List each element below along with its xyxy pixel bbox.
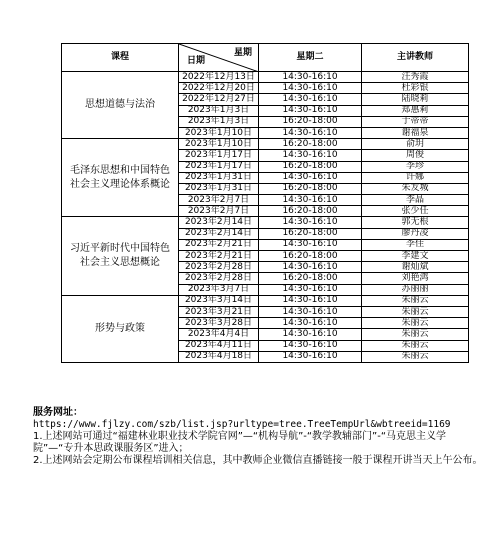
date-cell: 2023年1月31日 [179, 183, 259, 194]
teacher-cell: 朱丽云 [362, 340, 469, 351]
time-cell: 14:30-16:10 [259, 239, 362, 250]
teacher-cell: 廖丹凌 [362, 228, 469, 239]
date-cell: 2022年12月13日 [179, 72, 259, 83]
time-cell: 14:30-16:10 [259, 150, 362, 161]
teacher-cell: 陆晓莉 [362, 94, 469, 105]
course-name: 形势与政策 [62, 295, 179, 362]
time-cell: 16:20-18:00 [259, 273, 362, 284]
header-week-label: 星期 [233, 48, 252, 58]
teacher-cell: 刘艳鸿 [362, 273, 469, 284]
time-cell: 14:30-16:10 [259, 94, 362, 105]
time-cell: 14:30-16:10 [259, 72, 362, 83]
date-cell: 2023年3月28日 [179, 318, 259, 329]
teacher-cell: 张少任 [362, 206, 469, 217]
date-cell: 2023年2月21日 [179, 239, 259, 250]
teacher-cell: 于蒂蒂 [362, 116, 469, 127]
time-cell: 16:20-18:00 [259, 228, 362, 239]
teacher-cell: 汪秀霞 [362, 72, 469, 83]
date-cell: 2023年2月14日 [179, 228, 259, 239]
teacher-cell: 郭无根 [362, 217, 469, 228]
teacher-cell: 苏丽丽 [362, 284, 469, 295]
teacher-cell: 许娜 [362, 172, 469, 183]
teacher-cell: 朱丽云 [362, 318, 469, 329]
table-row [62, 295, 469, 306]
date-cell: 2022年12月27日 [179, 94, 259, 105]
teacher-cell: 俞玥 [362, 139, 469, 150]
course-name: 毛泽东思想和中国特色社会主义理论体系概论 [62, 139, 179, 217]
teacher-cell: 李建文 [362, 251, 469, 262]
header-course: 课程 [62, 44, 179, 72]
header-lecturer: 主讲教师 [362, 44, 469, 72]
date-cell: 2023年2月7日 [179, 206, 259, 217]
date-cell: 2023年4月18日 [179, 351, 259, 362]
teacher-cell: 杜彩银 [362, 83, 469, 94]
time-cell: 14:30-16:10 [259, 105, 362, 116]
date-cell: 2023年2月21日 [179, 251, 259, 262]
time-cell: 16:20-18:00 [259, 161, 362, 172]
date-cell: 2022年12月20日 [179, 83, 259, 94]
time-cell: 16:20-18:00 [259, 251, 362, 262]
time-cell: 16:20-18:00 [259, 139, 362, 150]
service-url[interactable]: https://www.fjlzy.com/szb/list.jsp?urltype=tree.TreeTempUrl&wbtreeid=1169 [33, 419, 451, 430]
footer-note-1: 1.上述网站可通过“福建林业职业技术学院官网”—“机构导航”-“教学教辅部门”-“马克思主义学院”—“专升本思政课服务区”进入； [33, 431, 447, 454]
time-cell: 14:30-16:10 [259, 351, 362, 362]
time-cell: 14:30-16:10 [259, 306, 362, 317]
date-cell: 2023年4月4日 [179, 329, 259, 340]
time-cell: 14:30-16:10 [259, 172, 362, 183]
date-cell: 2023年1月17日 [179, 161, 259, 172]
teacher-cell: 李珍 [362, 161, 469, 172]
footer [33, 407, 483, 467]
teacher-cell: 李佳 [362, 239, 469, 250]
date-cell: 2023年1月10日 [179, 127, 259, 138]
time-cell: 16:20-18:00 [259, 206, 362, 217]
service-url-heading: 服务网址： [33, 407, 83, 418]
date-cell: 2023年2月7日 [179, 195, 259, 206]
date-cell: 2023年1月3日 [179, 105, 259, 116]
teacher-cell: 朱丽云 [362, 306, 469, 317]
time-cell: 16:20-18:00 [259, 183, 362, 194]
time-cell: 14:30-16:10 [259, 340, 362, 351]
teacher-cell: 谢福泉 [362, 127, 469, 138]
teacher-cell: 朱友城 [362, 183, 469, 194]
schedule-body [62, 72, 469, 363]
table-row [62, 217, 469, 228]
date-cell: 2023年3月21日 [179, 306, 259, 317]
time-cell: 14:30-16:10 [259, 217, 362, 228]
date-cell: 2023年3月14日 [179, 295, 259, 306]
teacher-cell: 周俊 [362, 150, 469, 161]
time-cell: 14:30-16:10 [259, 83, 362, 94]
date-cell: 2023年2月14日 [179, 217, 259, 228]
service-url-link[interactable] [33, 419, 483, 431]
time-cell: 16:20-18:00 [259, 116, 362, 127]
time-cell: 14:30-16:10 [259, 329, 362, 340]
course-name: 习近平新时代中国特色社会主义思想概论 [62, 217, 179, 295]
header-weekday: 星期二 [259, 44, 362, 72]
date-cell: 2023年3月7日 [179, 284, 259, 295]
time-cell: 14:30-16:10 [259, 127, 362, 138]
teacher-cell: 李晶 [362, 195, 469, 206]
time-cell: 14:30-16:10 [259, 195, 362, 206]
date-cell: 2023年2月28日 [179, 262, 259, 273]
table-row [62, 72, 469, 83]
date-cell: 2023年1月10日 [179, 139, 259, 150]
teacher-cell: 朱丽云 [362, 329, 469, 340]
course-name: 思想道德与法治 [62, 72, 179, 139]
date-cell: 2023年4月11日 [179, 340, 259, 351]
teacher-cell: 谢灿斌 [362, 262, 469, 273]
time-cell: 14:30-16:10 [259, 262, 362, 273]
table-header-row [62, 44, 469, 72]
time-cell: 14:30-16:10 [259, 318, 362, 329]
table-row [62, 139, 469, 150]
teacher-cell: 朱丽云 [362, 295, 469, 306]
date-cell: 2023年1月31日 [179, 172, 259, 183]
header-date-week [179, 44, 259, 72]
date-cell: 2023年1月3日 [179, 116, 259, 127]
footer-note-2: 2.上述网站会定期公布课程培训相关信息，其中教师企业微信直播链接一般于课程开讲当天上午公布。 [33, 455, 483, 466]
teacher-cell: 朱丽云 [362, 351, 469, 362]
teacher-cell: 郑惠莉 [362, 105, 469, 116]
schedule-table [61, 43, 469, 363]
date-cell: 2023年2月28日 [179, 273, 259, 284]
header-date-label: 日期 [187, 56, 206, 66]
time-cell: 14:30-16:10 [259, 284, 362, 295]
time-cell: 14:30-16:10 [259, 295, 362, 306]
date-cell: 2023年1月17日 [179, 150, 259, 161]
